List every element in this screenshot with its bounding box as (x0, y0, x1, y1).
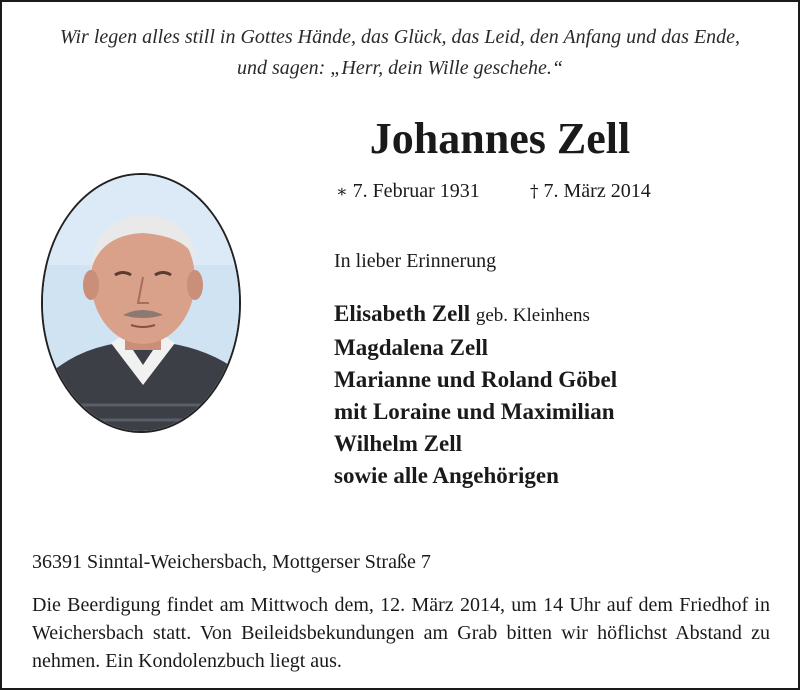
mourner-item (334, 364, 617, 396)
mourner-item (334, 332, 617, 364)
mourner-name: Wilhelm Zell (334, 431, 462, 456)
mourner-item (334, 428, 617, 460)
mourner-name: mit Loraine und Maximilian (334, 399, 615, 424)
deceased-name: Johannes Zell (369, 114, 631, 163)
mourner-note: geb. Kleinhens (475, 305, 590, 326)
mourner-name: Magdalena Zell (334, 335, 488, 360)
funeral-information: Die Beerdigung findet am Mittwoch dem, 12. März 2014, um 14 Uhr auf dem Friedhof in Weichersbach statt. Von Beileidsbekundungen am Grab bitten wir höflichst Abstand zu nehmen. Ein Kondolenzbuch liegt aus. (32, 594, 770, 672)
mourner-name: Marianne und Roland Göbel (334, 367, 618, 392)
portrait-photo (41, 173, 241, 433)
mourner-item (334, 298, 617, 332)
birth-star-icon: ∗ (336, 182, 348, 202)
mourner-item (334, 396, 617, 428)
family-address: 36391 Sinntal-Weichersbach, Mottgerser Straße 7 (32, 551, 431, 573)
death-date: 7. März 2014 (543, 180, 651, 202)
mourner-item (334, 460, 617, 492)
birth-date: 7. Februar 1931 (352, 180, 480, 202)
bible-quote (0, 22, 800, 84)
portrait-image (43, 175, 241, 433)
mourner-name: Elisabeth Zell (334, 301, 471, 326)
quote-line-2: und sagen: „Herr, dein Wille geschehe.“ (236, 57, 564, 79)
mourners-list (334, 298, 617, 492)
death-cross-icon: † (530, 182, 539, 202)
mourner-name: sowie alle Angehörigen (334, 463, 559, 488)
quote-line-1: Wir legen alles still in Gottes Hände, das Glück, das Leid, den Anfang und das Ende, (59, 26, 741, 48)
birth-date-line (336, 179, 480, 204)
death-date-line (530, 179, 651, 204)
in-memory-text: In lieber Erinnerung (334, 250, 497, 272)
